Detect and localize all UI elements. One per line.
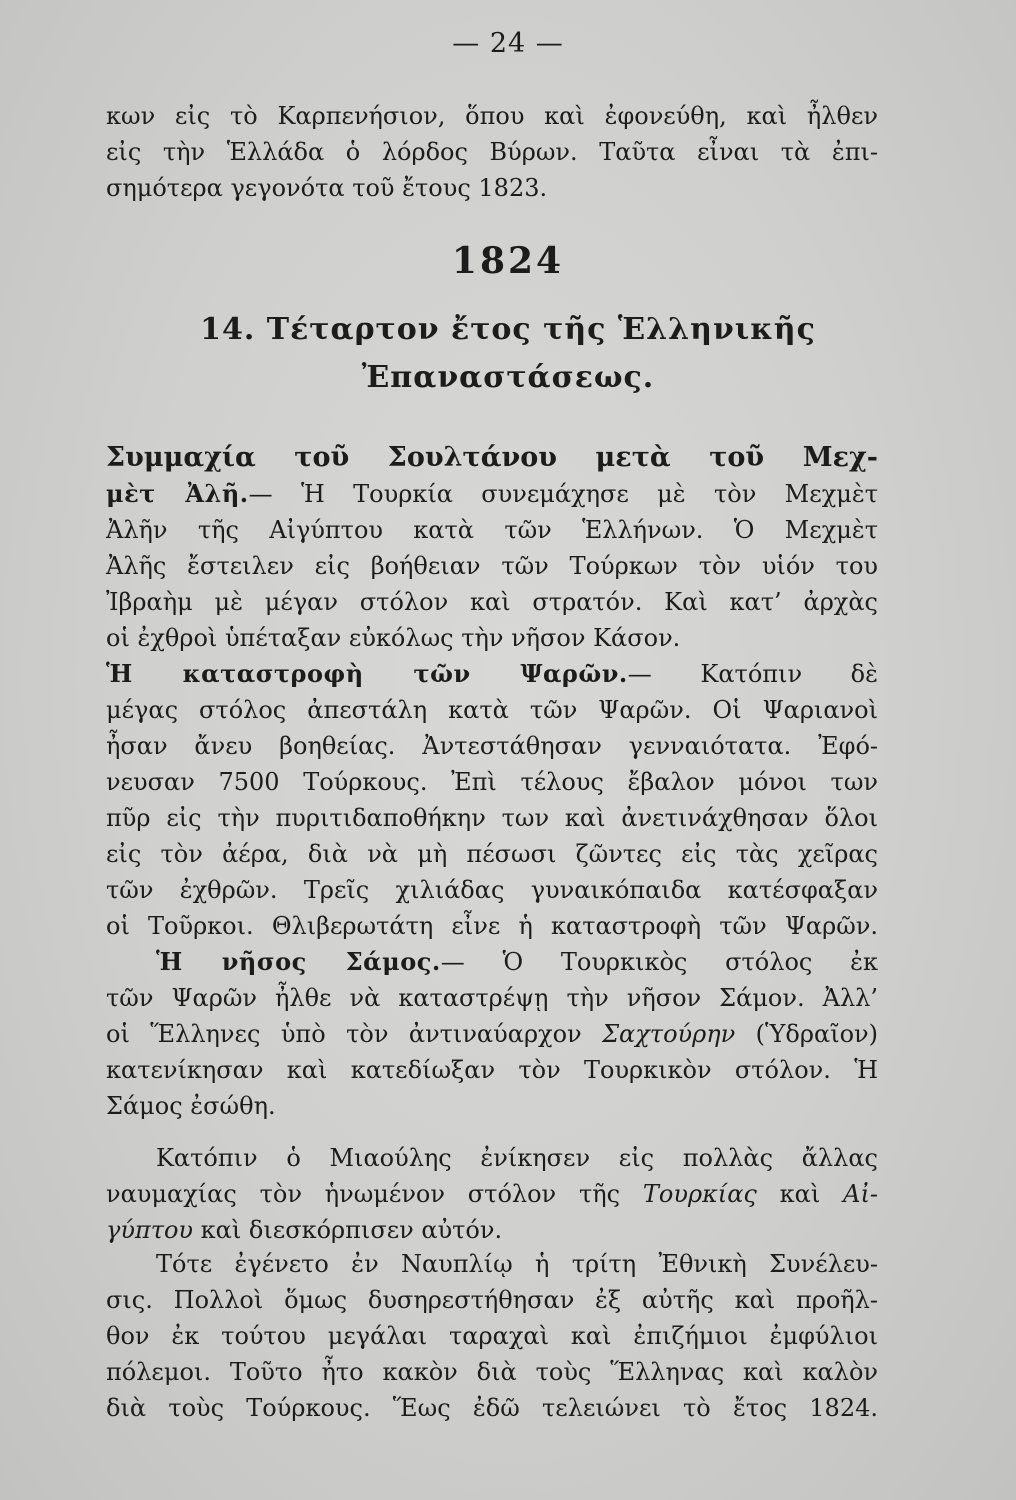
paragraph-assembly-line-2: σις. Πολλοὶ ὅμως δυσηρεστήθησαν ἐξ αὐτῆς καὶ προῆλ-	[106, 1286, 878, 1314]
egypt-italic-end: γύπτου	[106, 1216, 194, 1244]
paragraph-miaoulis-line-3	[106, 1212, 878, 1248]
paragraph-miaoulis-line-3-b: καὶ διεσκόρπισεν αὐτόν.	[193, 1216, 503, 1244]
intro-line-3: σημότερα γεγονότα τοῦ ἔτους 1823.	[106, 174, 548, 202]
section-psara-line-5: πῦρ εἰς τὴν πυριτιδαποθήκην των καὶ ἀνετινάχθησαν ὅλοι	[106, 804, 878, 832]
paragraph-assembly-line-5: διὰ τοὺς Τούρκους. Ἕως ἐδῶ τελειώνει τὸ ἔτος 1824.	[106, 1394, 878, 1422]
paragraph-miaoulis-line-2	[106, 1176, 878, 1212]
section-alliance-line-1	[106, 476, 878, 512]
section-alliance-line-2: Ἀλῆν τῆς Αἰγύπτου κατὰ τῶν Ἑλλήνων. Ὁ Μεχμὲτ	[106, 516, 878, 544]
section-samos-line-1-text: — Ὁ Τουρκικὸς στόλος ἐκ	[440, 948, 878, 976]
year-heading: 1824	[451, 240, 565, 282]
paragraph-assembly-line-4: πόλεμοι. Τοῦτο ἦτο κακὸν διὰ τοὺς Ἕλληνας καὶ καλὸν	[106, 1358, 878, 1386]
chapter-title-line-2: Ἐπαναστάσεως.	[361, 360, 655, 395]
section-samos-line-5: Σάμος ἐσώθη.	[106, 1092, 276, 1120]
section-psara-heading: Ἡ καταστροφὴ τῶν Ψαρῶν.	[106, 659, 628, 688]
section-samos-line-3-a: οἱ Ἕλληνες ὑπὸ τὸν ἀντιναύαρχον	[106, 1020, 603, 1048]
paragraph-miaoulis-line-2-a: ναυμαχίας τὸν ἡνωμένον στόλον τῆς	[106, 1180, 643, 1208]
section-samos-heading: Ἡ νῆσος Σάμος.	[156, 947, 441, 976]
section-psara-line-2: μέγας στόλος ἀπεστάλη κατὰ τῶν Ψαρῶν. Οἱ Ψαριανοὶ	[106, 696, 878, 724]
intro-line-2: εἰς τὴν Ἑλλάδα ὁ λόρδος Βύρων. Ταῦτα εἶναι τὰ ἐπι-	[106, 138, 878, 166]
section-psara-line-8: οἱ Τοῦρκοι. Θλιβερωτάτη εἶνε ἡ καταστροφὴ τῶν Ψαρῶν.	[106, 912, 878, 940]
section-samos-line-3-b: (Ὑδραῖον)	[735, 1020, 879, 1048]
section-samos-line-3	[106, 1016, 878, 1052]
section-psara-line-7: τῶν ἐχθρῶν. Τρεῖς χιλιάδας γυναικόπαιδα κατέσφαξαν	[106, 876, 878, 904]
section-psara-line-6: εἰς τὸν ἀέρα, διὰ νὰ μὴ πέσωσι ζῶντες εἰς τὰς χεῖρας	[106, 840, 878, 868]
paragraph-assembly-line-3: θον ἐκ τούτου μεγάλαι ταραχαὶ καὶ ἐπιζήμιοι ἐμφύλιοι	[106, 1322, 878, 1350]
turkey-italic: Τουρκίας	[642, 1180, 757, 1208]
section-alliance-line-5: οἱ ἐχθροὶ ὑπέταξαν εὐκόλως τὴν νῆσον Κάσον.	[106, 624, 681, 652]
section-alliance-line-3: Ἀλῆς ἔστειλεν εἰς βοήθειαν τῶν Τούρκων τὸν υἱόν του	[106, 552, 878, 580]
paragraph-miaoulis-line-1: Κατόπιν ὁ Μιαούλης ἐνίκησεν εἰς πολλὰς ἄλλας	[156, 1144, 878, 1172]
section-alliance-heading: Συμμαχία τοῦ Σουλτάνου μετὰ τοῦ Μεχ-	[106, 442, 878, 473]
section-psara-line-1	[106, 656, 878, 692]
section-alliance-heading-end: μὲτ Ἀλῆ.	[106, 479, 249, 508]
section-alliance-line-1-text: — Ἡ Τουρκία συνεμάχησε μὲ τὸν Μεχμὲτ	[248, 480, 878, 508]
page-number: — 24 —	[452, 28, 564, 59]
paragraph-assembly-line-1: Τότε ἐγένετο ἐν Ναυπλίῳ ἡ τρίτη Ἐθνικὴ Συνέλευ-	[156, 1250, 878, 1278]
section-samos-line-1	[156, 944, 878, 980]
section-psara-line-3: ἦσαν ἄνευ βοηθείας. Ἀντεστάθησαν γενναιότατα. Ἐφό-	[106, 732, 878, 760]
section-samos-line-2: τῶν Ψαρῶν ἦλθε νὰ καταστρέψῃ τὴν νῆσον Σάμον. Ἀλλ’	[106, 984, 878, 1012]
intro-line-1: κων εἰς τὸ Καρπενήσιον, ὅπου καὶ ἐφονεύθη, καὶ ἦλθεν	[106, 102, 878, 130]
section-alliance-line-4: Ἰβραὴμ μὲ μέγαν στόλον καὶ στρατόν. Καὶ κατ’ ἀρχὰς	[106, 588, 878, 616]
paragraph-miaoulis-line-2-b: καὶ	[756, 1180, 844, 1208]
admiral-name: Σαχτούρην	[602, 1020, 736, 1048]
chapter-title-line-1: 14. Τέταρτον ἔτος τῆς Ἑλληνικῆς	[200, 312, 816, 347]
section-psara-line-1-text: — Κατόπιν δὲ	[627, 660, 879, 688]
section-samos-line-4: κατενίκησαν καὶ κατεδίωξαν τὸν Τουρκικὸν στόλον. Ἡ	[106, 1056, 878, 1084]
section-psara-line-4: νευσαν 7500 Τούρκους. Ἐπὶ τέλους ἔβαλον μόνοι των	[106, 768, 878, 796]
egypt-italic-start: Αἰ-	[843, 1180, 878, 1208]
